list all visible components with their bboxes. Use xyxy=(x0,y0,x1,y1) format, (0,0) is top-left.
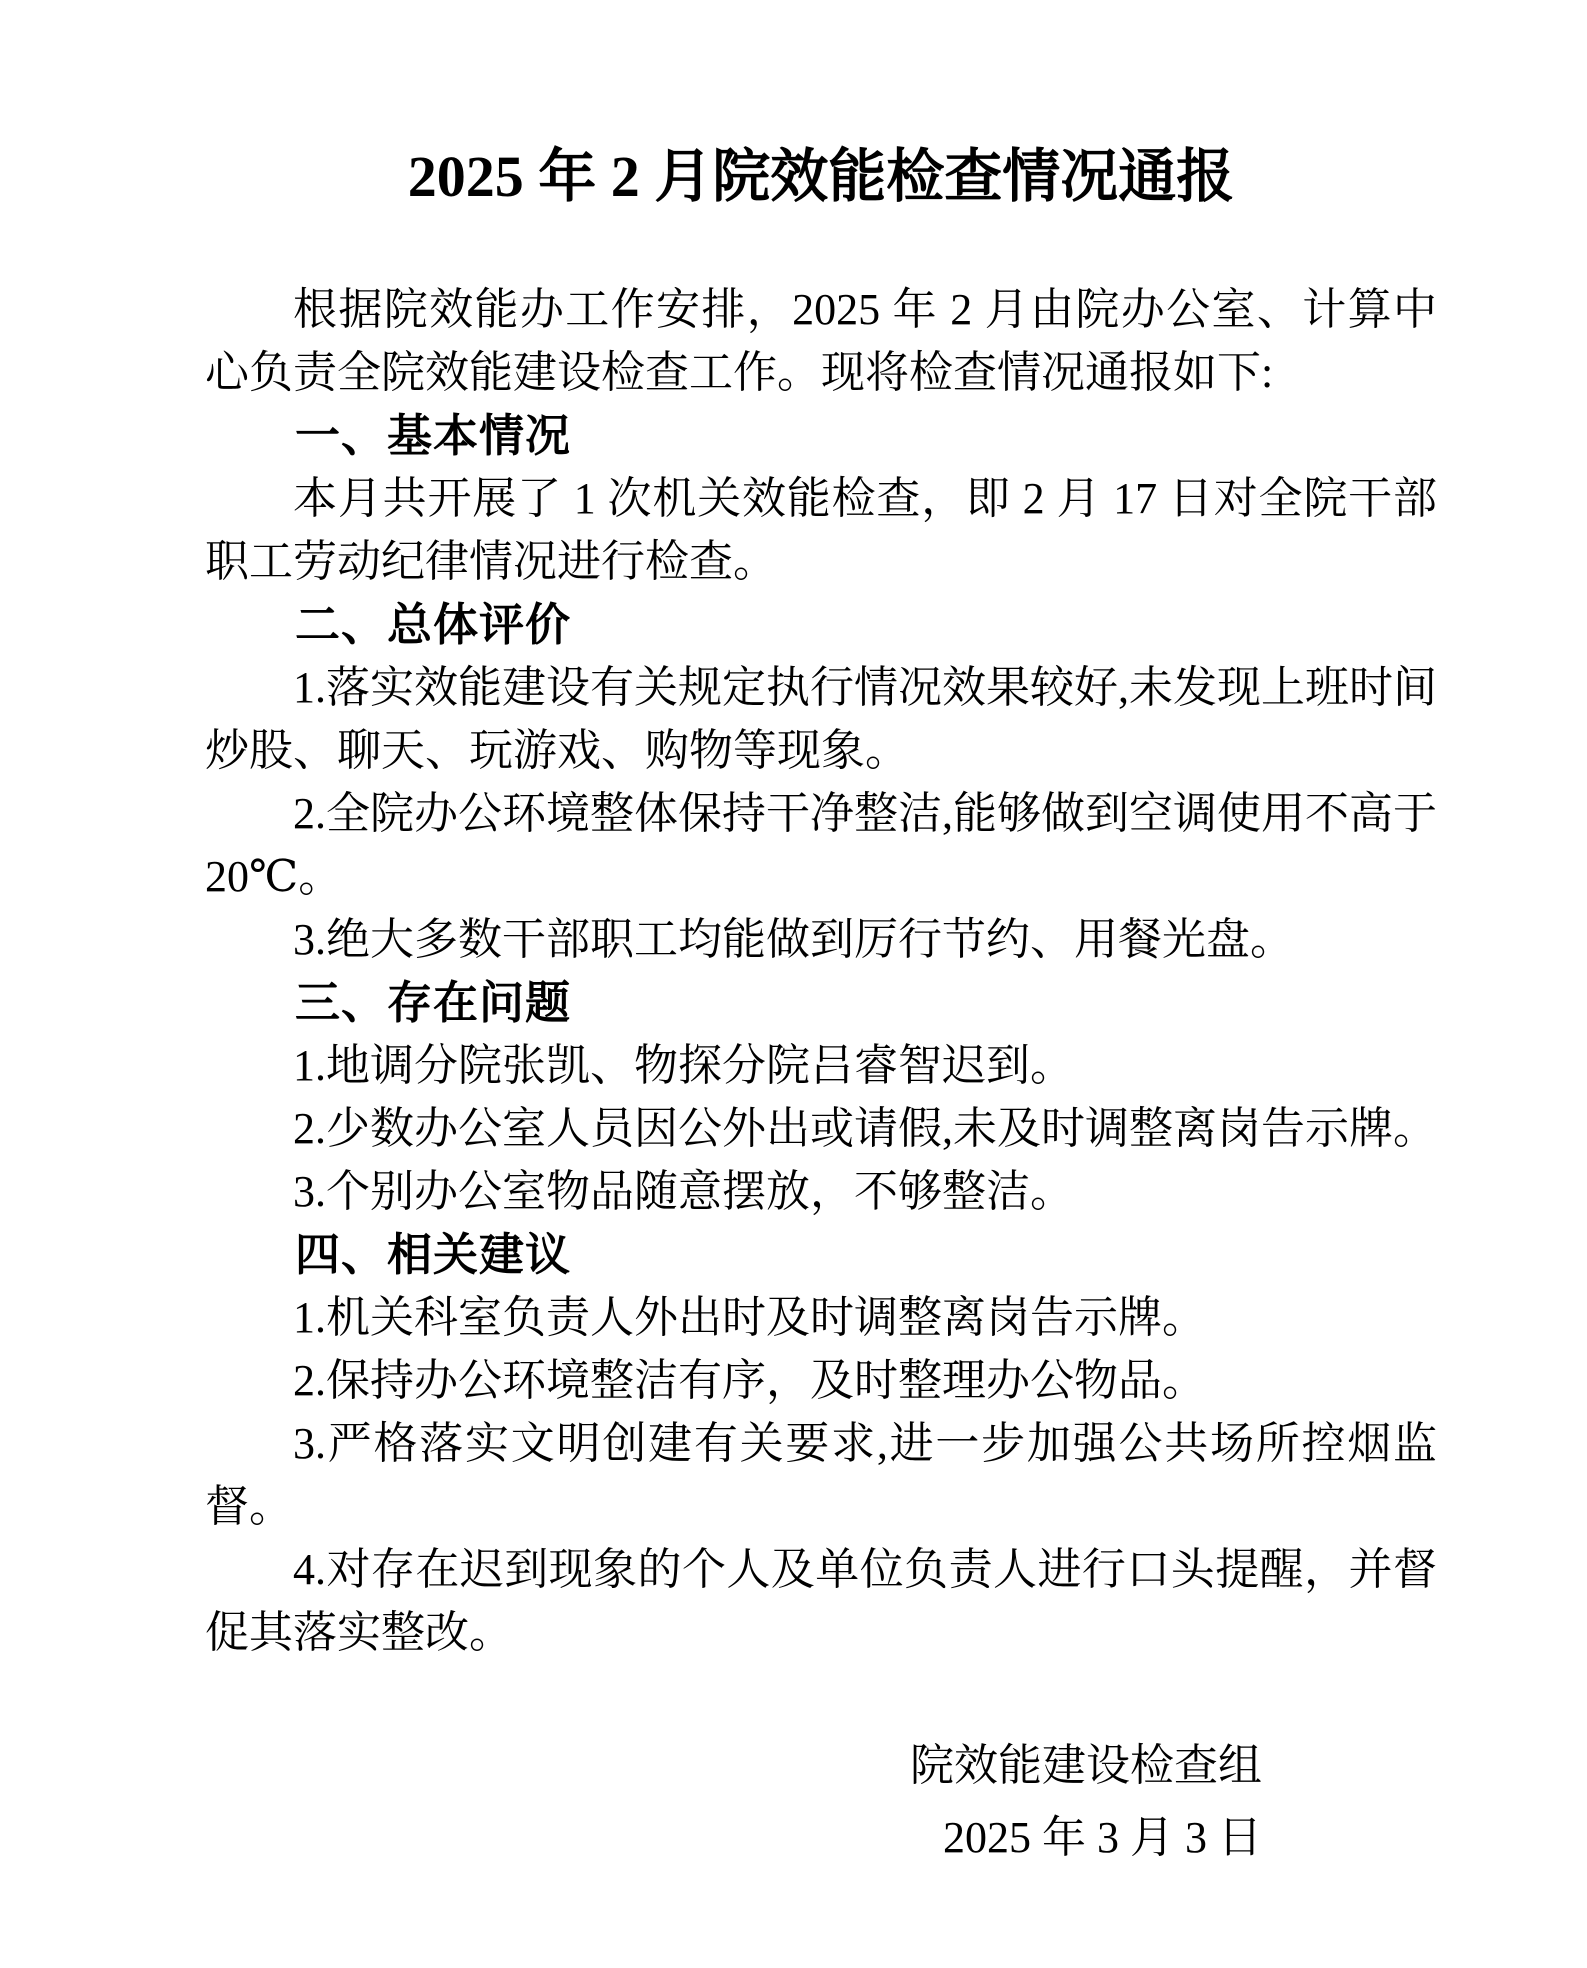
document-body xyxy=(205,278,1437,1664)
section-paragraph: 3.绝大多数干部职工均能做到厉行节约、用餐光盘。 xyxy=(293,915,1294,964)
section-paragraph: 2.保持办公环境整洁有序，及时整理办公物品。 xyxy=(293,1356,1206,1405)
section-paragraph: 1.落实效能建设有关规定执行情况效果较好,未发现上班时间炒股、聊天、玩游戏、购物等现象。 xyxy=(205,663,1437,775)
section-paragraph: 1.地调分院张凯、物探分院吕睿智迟到。 xyxy=(293,1041,1074,1090)
section-paragraph: 3.个别办公室物品随意摆放，不够整洁。 xyxy=(293,1167,1074,1216)
section-heading: 一、基本情况 xyxy=(295,410,572,461)
section-paragraph: 1.机关科室负责人外出时及时调整离岗告示牌。 xyxy=(293,1293,1206,1342)
document-sections xyxy=(205,404,1437,1664)
document-section xyxy=(205,593,1437,971)
section-paragraph: 3.严格落实文明创建有关要求,进一步加强公共场所控烟监督。 xyxy=(205,1419,1437,1531)
section-heading: 二、总体评价 xyxy=(295,599,572,650)
section-paragraph: 2.少数办公室人员因公外出或请假,未及时调整离岗告示牌。 xyxy=(293,1104,1437,1153)
signature-block xyxy=(205,1730,1437,1874)
section-heading: 三、存在问题 xyxy=(295,977,572,1028)
document-section xyxy=(205,1223,1437,1664)
intro-paragraph: 根据院效能办工作安排，2025 年 2 月由院办公室、计算中心负责全院效能建设检查工作。现将检查情况通报如下: xyxy=(205,285,1437,397)
section-paragraph: 2.全院办公环境整体保持干净整洁,能够做到空调使用不高于 20℃。 xyxy=(205,789,1437,901)
signature-org: 院效能建设检查组 xyxy=(910,1741,1262,1790)
document-section xyxy=(205,971,1437,1223)
section-paragraph: 4.对存在迟到现象的个人及单位负责人进行口头提醒，并督促其落实整改。 xyxy=(205,1545,1437,1657)
signature-date: 2025 年 3 月 3 日 xyxy=(943,1813,1262,1862)
document-section xyxy=(205,404,1437,593)
document-title: 2025 年 2 月院效能检查情况通报 xyxy=(407,144,1235,209)
section-heading: 四、相关建议 xyxy=(295,1229,572,1280)
section-paragraph: 本月共开展了 1 次机关效能检查，即 2 月 17 日对全院干部职工劳动纪律情况进行检查。 xyxy=(205,474,1437,586)
